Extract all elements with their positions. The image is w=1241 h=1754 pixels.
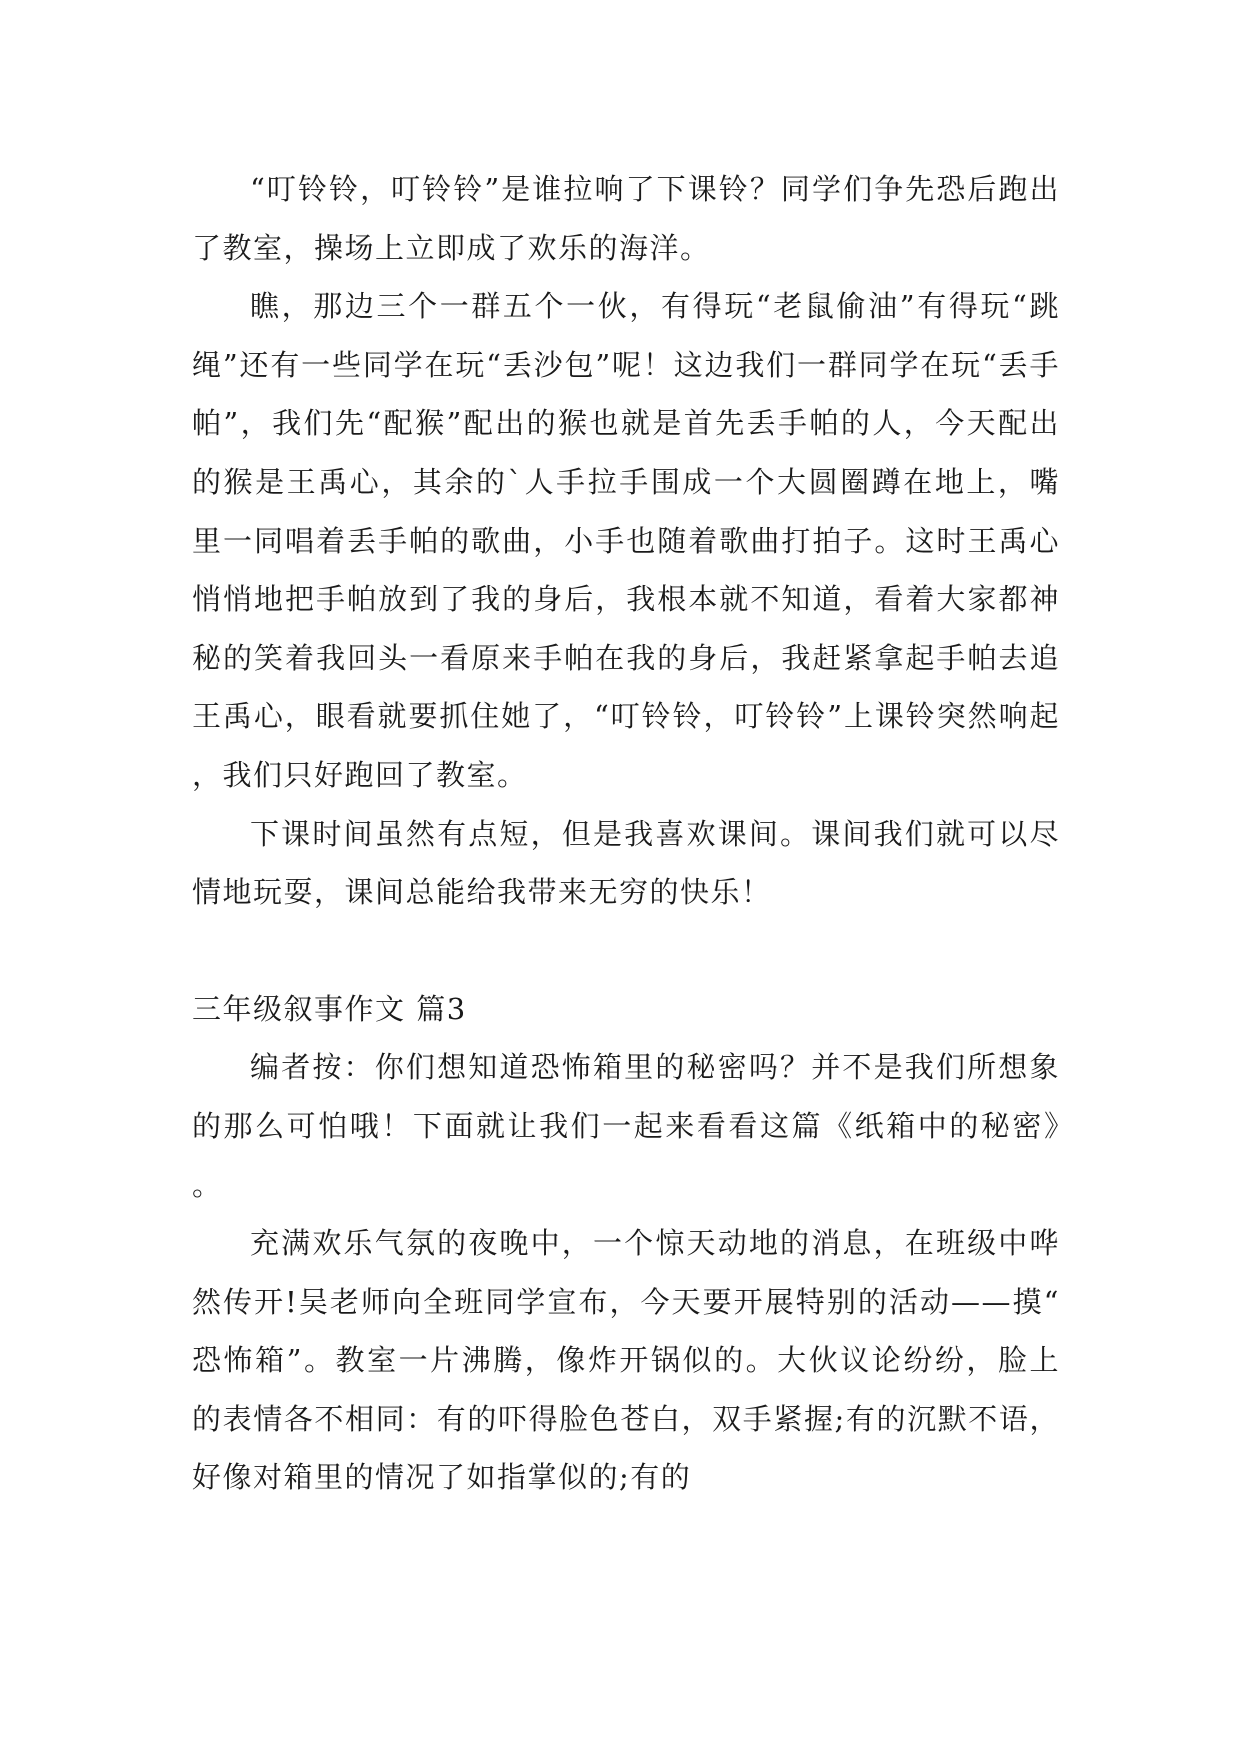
paragraph-break-time: 下课时间虽然有点短，但是我喜欢课间。课间我们就可以尽情地玩耍，课间总能给我带来无穷的快乐！ xyxy=(192,816,1060,910)
paragraph-playground-games: 瞧，那边三个一群五个一伙，有得玩“老鼠偷油”有得玩“跳绳”还有一些同学在玩“丢沙包”呢！这边我们一群同学在玩“丢手帕”，我们先“配猴”配出的猴也就是首先丢手帕的人，今天配出的猴是王禹心，其余的`人手拉手围成一个大圆圈蹲在地上，嘴里一同唱着丢手帕的歌曲，小手也随着歌曲打拍子。这时王禹心悄悄地把手帕放到了我的身后，我根本就不知道，看着大家都神秘的笑着我回头一看原来手帕在我的身后，我赶紧拿起手帕去追王禹心，眼看就要抓住她了，“叮铃铃，叮铃铃”上课铃突然响起，我们只好跑回了教室。 xyxy=(192,289,1060,792)
paragraph-editor-note: 编者按：你们想知道恐怖箱里的秘密吗？并不是我们所想象的那么可怕哦！下面就让我们一起来看看这篇《纸箱中的秘密》。 xyxy=(192,1050,1060,1202)
paragraph-horror-box: 充满欢乐气氛的夜晚中，一个惊天动地的消息，在班级中哗然传开!吴老师向全班同学宣布，今天要开展特别的活动——摸“恐怖箱”。教室一片沸腾，像炸开锅似的。大伙议论纷纷，脸上的表情各不相同：有的吓得脸色苍白，双手紧握;有的沉默不语，好像对箱里的情况了如指掌似的;有的 xyxy=(192,1226,1060,1495)
section-heading: 三年级叙事作文 篇3 xyxy=(192,991,467,1026)
paragraph-bell-rings: “叮铃铃，叮铃铃”是谁拉响了下课铃？同学们争先恐后跑出了教室，操场上立即成了欢乐的海洋。 xyxy=(192,172,1060,265)
document-body xyxy=(192,160,1060,1507)
